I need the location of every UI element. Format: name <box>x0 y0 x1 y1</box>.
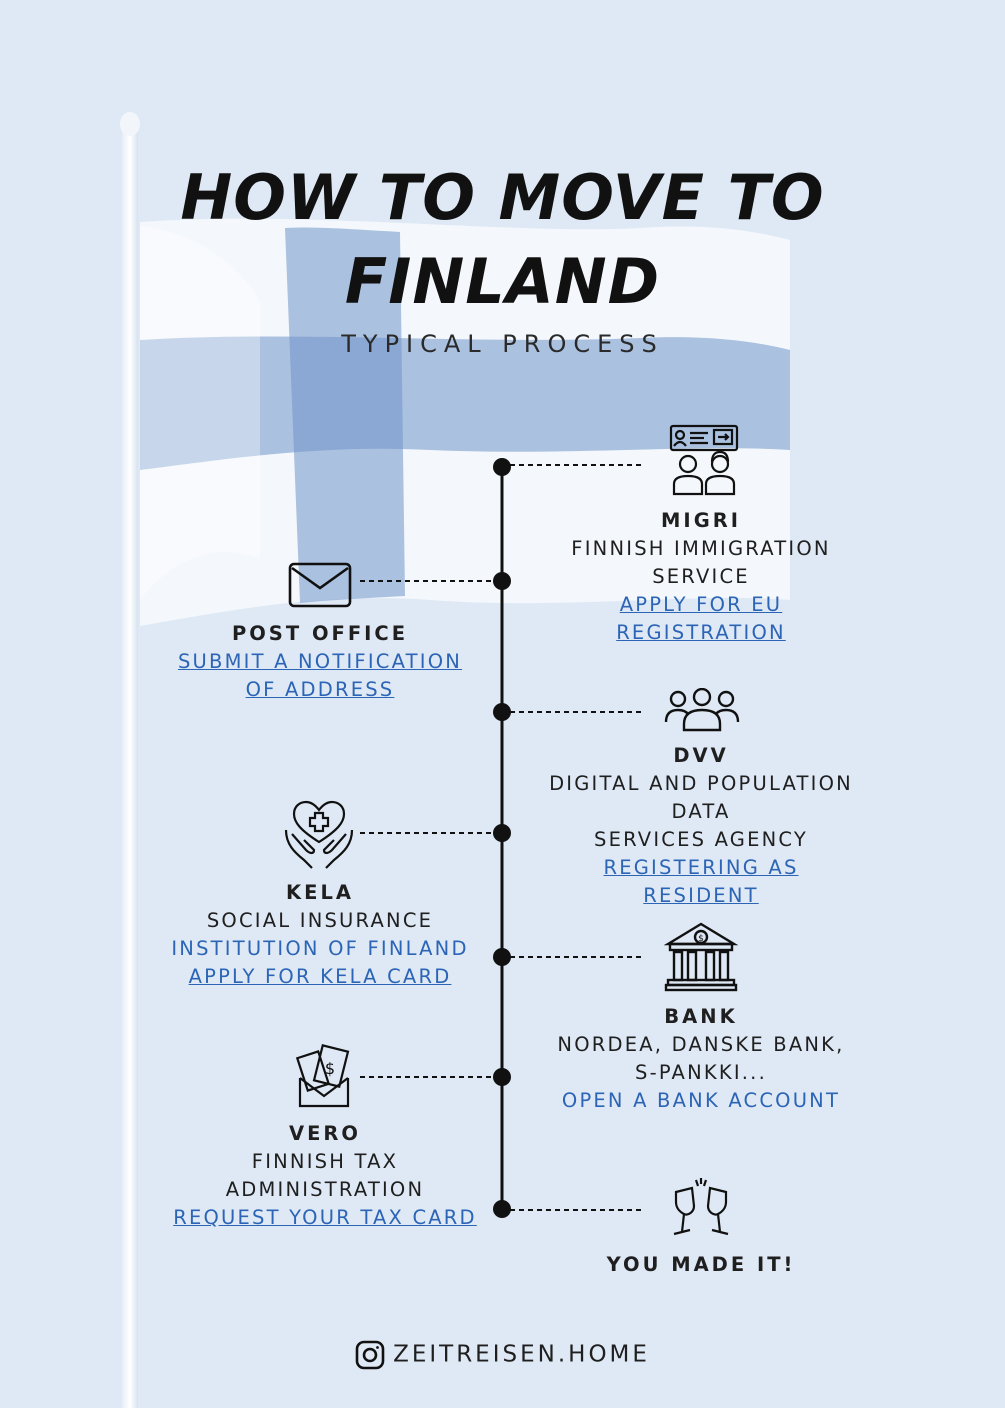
link-registering-as-resident-1[interactable]: REGISTERING AS <box>603 856 799 879</box>
step-vero-desc-2: ADMINISTRATION <box>225 1178 425 1201</box>
step-vero-name: VERO <box>288 1122 361 1145</box>
dot-bank <box>493 948 511 966</box>
subtitle: TYPICAL PROCESS <box>341 330 664 358</box>
dot-post <box>493 572 511 590</box>
step-dvv-name: DVV <box>673 744 729 767</box>
step-post-office <box>150 620 490 704</box>
footer <box>0 1340 1005 1370</box>
step-post-office-name: POST OFFICE <box>231 622 409 645</box>
dot-dvv <box>493 703 511 721</box>
step-bank-desc-2: S-PANKKI... <box>635 1061 767 1084</box>
link-registering-as-resident-2[interactable]: RESIDENT <box>643 884 759 907</box>
step-kela-institution: INSTITUTION OF FINLAND <box>171 937 469 960</box>
step-kela <box>150 879 490 991</box>
step-kela-desc-1: SOCIAL INSURANCE <box>206 909 434 932</box>
step-dvv-desc-3: SERVICES AGENCY <box>594 828 808 851</box>
step-done <box>560 1251 842 1279</box>
step-migri-desc-1: FINNISH IMMIGRATION <box>571 537 831 560</box>
envelope-icon <box>288 562 352 608</box>
instagram-handle[interactable]: ZEITREISEN.HOME <box>393 1341 650 1368</box>
step-migri <box>540 507 862 647</box>
step-kela-name: KELA <box>286 881 354 904</box>
heart-hands-icon <box>282 800 356 870</box>
dot-migri <box>493 458 511 476</box>
money-envelope-icon <box>296 1044 352 1108</box>
step-bank-open-account: OPEN A BANK ACCOUNT <box>561 1089 841 1112</box>
step-bank <box>535 1003 867 1115</box>
step-migri-name: MIGRI <box>661 509 741 532</box>
dot-kela <box>493 824 511 842</box>
people-group-icon <box>664 688 740 732</box>
link-notification-of-address-2[interactable]: OF ADDRESS <box>245 678 395 701</box>
champagne-glasses-icon <box>670 1176 732 1240</box>
link-apply-eu-registration-1[interactable]: APPLY FOR EU <box>619 593 783 616</box>
step-vero <box>150 1120 500 1232</box>
step-dvv-desc-1: DIGITAL AND POPULATION <box>549 772 853 795</box>
link-notification-of-address-1[interactable]: SUBMIT A NOTIFICATION <box>177 650 463 673</box>
dot-vero <box>493 1068 511 1086</box>
title-line-1: HOW TO MOVE TO <box>180 161 825 234</box>
step-migri-desc-2: SERVICE <box>652 565 750 588</box>
step-done-label: YOU MADE IT! <box>606 1253 796 1276</box>
step-dvv-desc-2: DATA <box>671 800 731 823</box>
link-apply-kela-card[interactable]: APPLY FOR KELA CARD <box>188 965 452 988</box>
step-bank-name: BANK <box>664 1005 738 1028</box>
bank-building-icon <box>664 922 738 992</box>
step-bank-desc-1: NORDEA, DANSKE BANK, <box>557 1033 845 1056</box>
step-dvv <box>530 742 872 910</box>
link-apply-eu-registration-2[interactable]: REGISTRATION <box>616 621 786 644</box>
id-card-people-icon <box>668 424 740 496</box>
svg-text:$: $ <box>698 934 704 944</box>
title-line-2: FINLAND <box>344 245 661 318</box>
svg-text:$: $ <box>324 1059 336 1078</box>
instagram-icon <box>355 1340 385 1370</box>
step-vero-desc-1: FINNISH TAX <box>251 1150 399 1173</box>
link-request-tax-card[interactable]: REQUEST YOUR TAX CARD <box>173 1206 477 1229</box>
